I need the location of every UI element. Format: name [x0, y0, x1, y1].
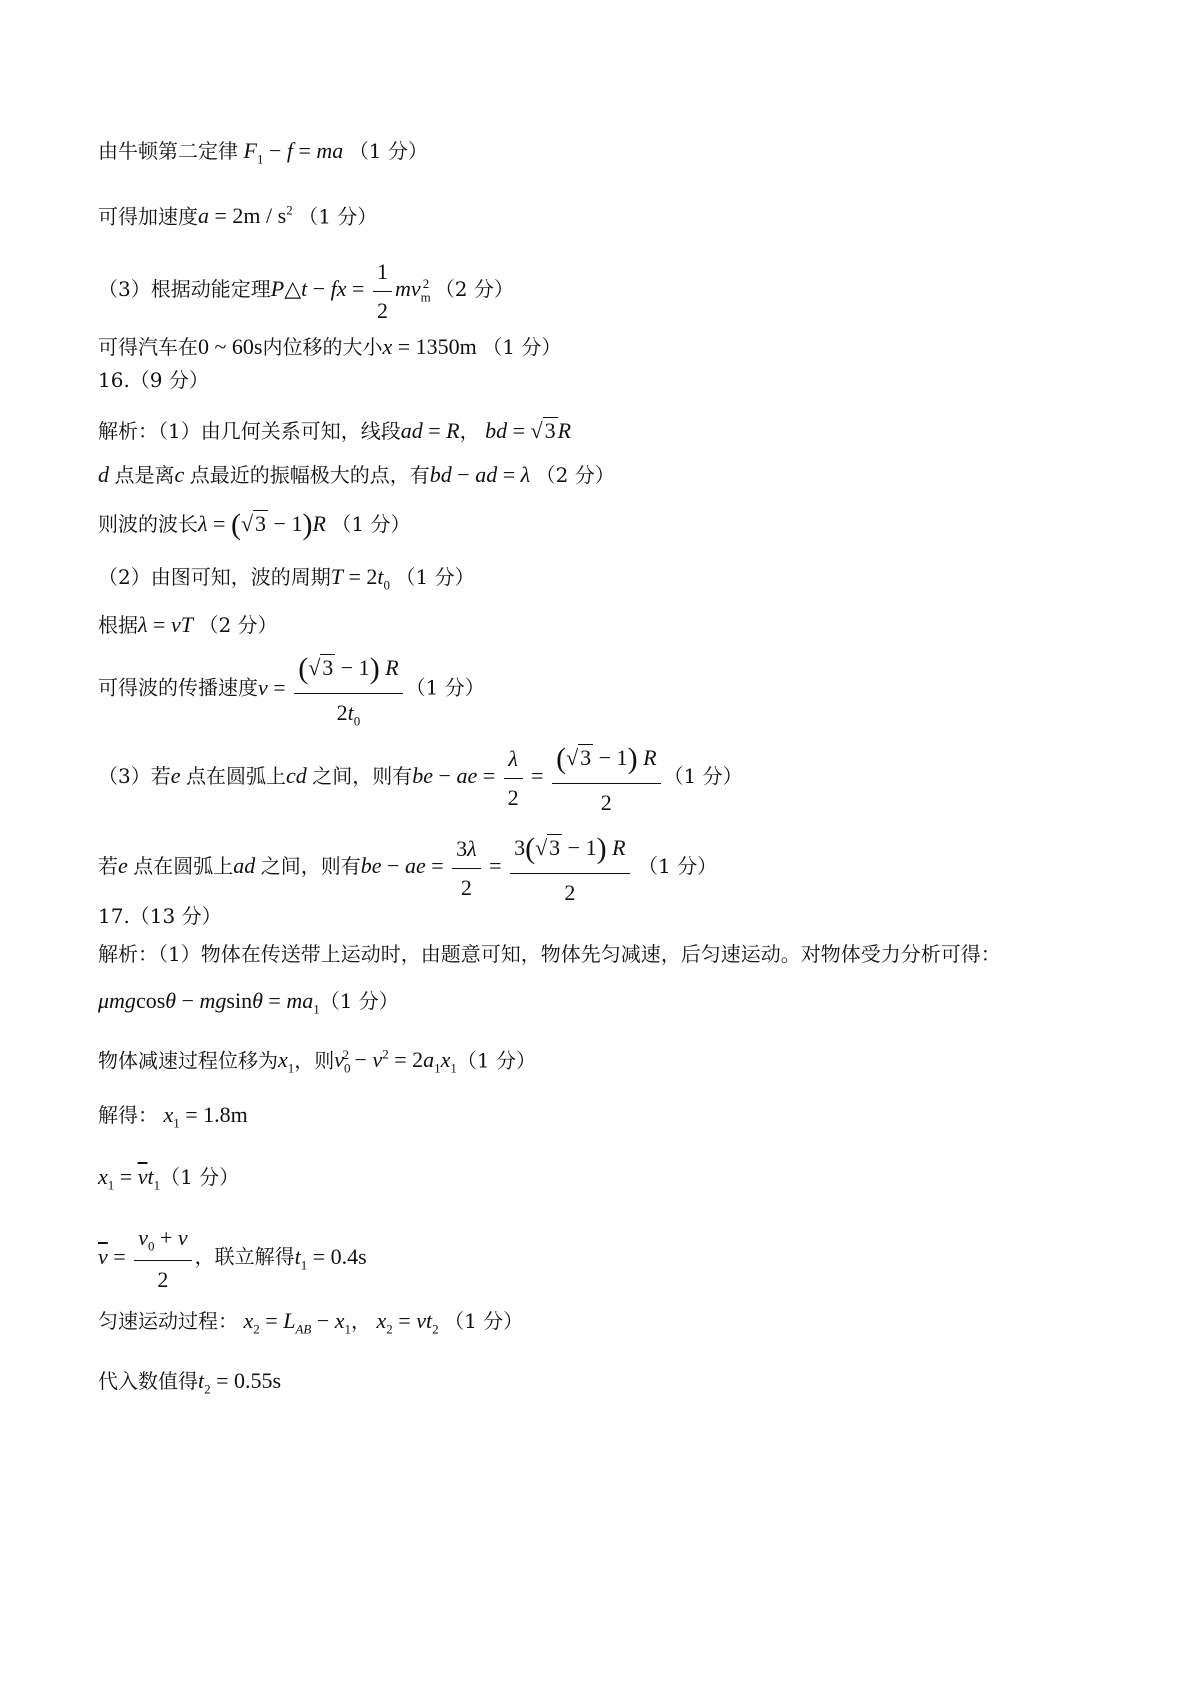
line-uniform-motion: 匀速运动过程： $x_2 = L_{AB} - x_1$， $x_2 = vt_2$ （1 分） — [98, 1308, 524, 1337]
formula-time-range: 0 ~ 60s — [198, 334, 263, 359]
formula-x2: $x_2 = L_{AB} - x_1$ — [243, 1308, 352, 1337]
line-displacement: 可得汽车在0 ~ 60s内位移的大小x = 1350m （1 分） — [98, 334, 562, 359]
formula-bd: bd = √3R — [485, 418, 572, 443]
line-period: （2）由图可知，波的周期$T = 2t_0$ （1 分） — [98, 564, 475, 593]
line-decel-displacement: 物体减速过程位移为$x_1$，则$v_0^2 - v^2 = 2a_1x_1(1$ 分） — [98, 1047, 536, 1076]
question-16-heading: 16.（9 分） — [98, 368, 209, 392]
line-geometry: 解析：（1）由几何关系可知，线段ad = R， bd = √3R — [98, 418, 572, 443]
formula-lambda-vt: λ = vT — [138, 612, 193, 637]
formula-t2-value: $t_2 = 0.55s$ — [198, 1368, 282, 1397]
formula-path-diff: bd − ad = λ — [429, 462, 531, 487]
line-acceleration: 可得加速度$a = 2m / s^2$ （1 分） — [98, 203, 378, 229]
formula-ad: ad = R — [400, 418, 460, 443]
line-arc-ad: 若e 点在圆弧上ad 之间，则有be − ae = $\frac{3\lambda}{2}$ = $\frac{3(√3 - 1) R}{2}$ （1 分） — [98, 832, 718, 905]
formula-acceleration: $a = 2m / s^2$ — [198, 203, 293, 229]
line-avg-velocity-displacement: $x_1 = \overline{v}t_1(1$ 分） — [98, 1164, 240, 1193]
formula-force: $\mu mgcos\theta - mgsin\theta = ma_1$ — [98, 988, 320, 1017]
formula-kinematic: $v_0^2 - v^2 = 2a_1x_1$ — [334, 1047, 457, 1076]
formula-x1-value: $x_1 = 1.8m$ — [163, 1102, 248, 1131]
line-t2-value: 代入数值得$t_2 = 0.55s$ — [98, 1368, 282, 1397]
formula-period: $T = 2t_0$ — [330, 564, 391, 593]
line-conveyor-analysis: 解析：（1）物体在传送带上运动时，由题意可知，物体先匀减速，后匀速运动。对物体受力分析可得： — [98, 942, 1001, 966]
line-force-equation: $\mu mgcos\theta - mgsin\theta = ma_1(1$ 分） — [98, 988, 399, 1017]
formula-x2-vt2: $x_2 = vt_2$ — [376, 1308, 439, 1337]
formula-t1-value: $t_1 = 0.4s$ — [294, 1243, 367, 1273]
line-wavelength: 则波的波长λ = (√3 − 1)R （1 分） — [98, 508, 411, 541]
line-avg-velocity: $\overline{v}$ = $\frac{v_0 + v}{2}$ ，联立解得$t_1 = 0.4s$ — [98, 1225, 367, 1292]
formula-avg-velocity: $\overline{v}$ = $\frac{v_0 + v}{2}$ — [98, 1244, 195, 1269]
formula-arc-cd: be − ae = $\frac{\lambda}{2}$ = $\frac{(√3 - 1) R}{2}$ — [412, 763, 663, 788]
formula-x1-vt1: $x_1 = \overline{v}t_1$ — [98, 1164, 161, 1193]
line-newton-second-law: 由牛顿第二定律 $F_1 - f$ = ma （1 分） — [98, 138, 428, 167]
line-wave-speed: 可得波的传播速度v = $\frac{(√3 - 1) R}{2t_0}$ （1 分） — [98, 652, 485, 728]
formula-wavelength: λ = (√3 − 1)R — [198, 508, 326, 541]
formula-wave-speed: v = $\frac{(√3 - 1) R}{2t_0}$ — [258, 675, 406, 700]
line-max-amplitude: d 点是离c 点最近的振幅极大的点，有bd − ad = λ （2 分） — [98, 462, 615, 487]
formula-kinetic-energy: P△t − fx = $\frac{1}{2}$ $mv_m^2$ — [270, 259, 431, 323]
formula-arc-ad: be − ae = $\frac{3\lambda}{2}$ = $\frac{3(√3 - 1) R}{2}$ — [361, 853, 638, 878]
line-kinetic-energy-theorem: （3）根据动能定理P△t − fx = $\frac{1}{2}$ $mv_m^2$ （2 分） — [98, 259, 514, 323]
line-wave-relation: 根据λ = vT （2 分） — [98, 612, 278, 637]
formula-newton: $F_1 - f$ = ma — [243, 138, 344, 167]
question-17-heading: 17.（13 分） — [98, 904, 222, 928]
line-solve-x1: 解得： $x_1 = 1.8m$ — [98, 1102, 248, 1131]
formula-displacement: x = 1350m — [382, 334, 483, 359]
line-arc-cd: （3）若e 点在圆弧上cd 之间，则有be − ae = $\frac{\lambda}{2}$ = $\frac{(√3 - 1) R}{2}$ （1 分） — [98, 742, 743, 815]
